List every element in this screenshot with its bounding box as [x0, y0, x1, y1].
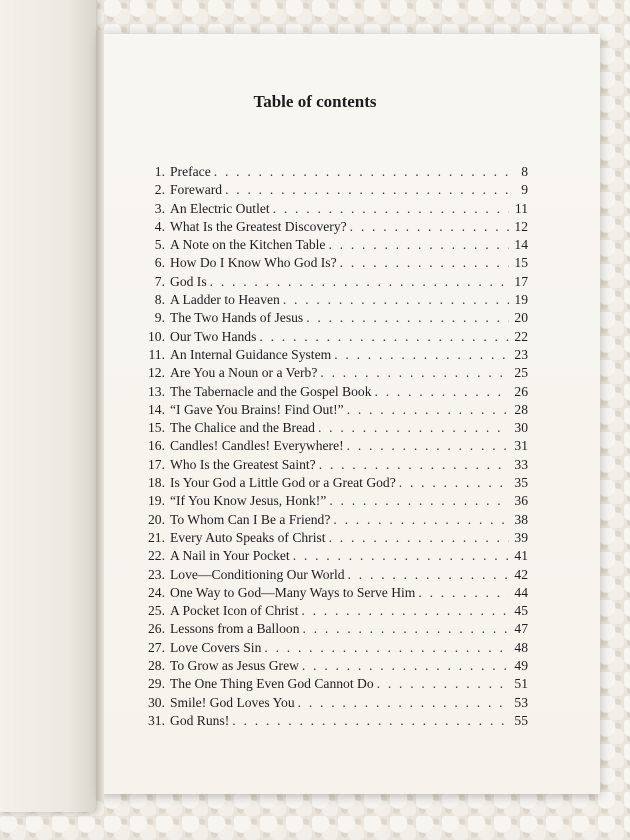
- toc-entry-page: 23: [514, 346, 528, 362]
- toc-entry-page: 33: [514, 456, 528, 472]
- toc-entry-number: 10.: [148, 328, 165, 344]
- toc-entry-page: 36: [514, 493, 528, 509]
- toc-entry-number: 8.: [154, 292, 165, 308]
- toc-entry: [133, 456, 528, 474]
- toc-entry-number: 11.: [148, 346, 165, 362]
- toc-entry-title: An Electric Outlet: [170, 200, 270, 216]
- book-gutter: [96, 30, 104, 800]
- toc-entry-title: Love—Conditioning Our World: [170, 566, 345, 582]
- toc-entry-title: To Whom Can I Be a Friend?: [170, 511, 331, 527]
- toc-entry-page: 45: [514, 603, 528, 619]
- toc-entry-title: Are You a Noun or a Verb?: [170, 365, 318, 381]
- toc-entry-title: Every Auto Speaks of Christ: [170, 529, 326, 545]
- toc-entry: [133, 236, 528, 254]
- toc-entry-number: 31.: [148, 712, 165, 728]
- toc-entry-number: 14.: [148, 401, 165, 417]
- toc-entry: [133, 328, 528, 346]
- dot-leader: [350, 218, 509, 236]
- dot-leader: [303, 620, 510, 638]
- toc-entry: [133, 511, 528, 529]
- toc-entry-title: One Way to God—Many Ways to Serve Him: [170, 584, 416, 600]
- dot-leader: [259, 328, 509, 346]
- toc-entry-page: 38: [514, 511, 528, 527]
- toc-entry-number: 20.: [148, 511, 165, 527]
- toc-entry: [133, 309, 528, 327]
- toc-entry-page: 55: [514, 712, 528, 728]
- toc-entry: [133, 291, 528, 309]
- toc-entry: [133, 584, 528, 602]
- dot-leader: [319, 456, 509, 474]
- toc-entry-page: 41: [514, 548, 528, 564]
- toc-entry: [133, 657, 528, 675]
- toc-entry: [133, 492, 528, 510]
- toc-entry-number: 25.: [148, 603, 165, 619]
- toc-entry: [133, 639, 528, 657]
- toc-entry-title: Foreward: [170, 182, 223, 198]
- toc-entry-title: Love Covers Sin: [170, 639, 262, 655]
- toc-entry-page: 26: [514, 383, 528, 399]
- toc-entry: [133, 200, 528, 218]
- toc-entry-number: 2.: [154, 182, 165, 198]
- toc-entry: [133, 694, 528, 712]
- toc-entry-page: 44: [514, 584, 528, 600]
- toc-entry-number: 26.: [148, 621, 165, 637]
- dot-leader: [264, 639, 509, 657]
- toc-entry-page: 19: [514, 292, 528, 308]
- toc-entry: [133, 437, 528, 455]
- toc-entry-page: 25: [514, 365, 528, 381]
- toc-entry-title: Candles! Candles! Everywhere!: [170, 438, 344, 454]
- toc-entry-page: 47: [514, 621, 528, 637]
- dot-leader: [375, 383, 509, 401]
- toc-entry-title: Who Is the Greatest Saint?: [170, 456, 316, 472]
- toc-entry: [133, 602, 528, 620]
- dot-leader: [418, 584, 509, 602]
- dot-leader: [293, 547, 509, 565]
- toc-entry-page: 20: [514, 310, 528, 326]
- toc-entry: [133, 163, 528, 181]
- dot-leader: [377, 675, 509, 693]
- dot-leader: [318, 419, 509, 437]
- toc-entry-number: 22.: [148, 548, 165, 564]
- dot-leader: [329, 529, 509, 547]
- toc-entry-number: 29.: [148, 676, 165, 692]
- facing-page: [0, 0, 97, 812]
- toc-entry-page: 12: [514, 218, 528, 234]
- dot-leader: [306, 309, 509, 327]
- toc-entry-title: A Nail in Your Pocket: [170, 548, 290, 564]
- toc-entry-number: 7.: [154, 273, 165, 289]
- toc-entry: [133, 254, 528, 272]
- toc-entry-number: 3.: [154, 200, 165, 216]
- dot-leader: [283, 291, 509, 309]
- dot-leader: [348, 566, 509, 584]
- toc-entry-title: The Tabernacle and the Gospel Book: [170, 383, 372, 399]
- toc-entry-number: 24.: [148, 584, 165, 600]
- toc-entry-number: 18.: [148, 475, 165, 491]
- toc-entry-number: 1.: [154, 164, 165, 179]
- dot-leader: [329, 492, 509, 510]
- toc-entry-number: 9.: [154, 310, 165, 326]
- toc-entry-page: 11: [514, 200, 528, 216]
- toc-entry-number: 30.: [148, 694, 165, 710]
- dot-leader: [232, 712, 509, 730]
- toc-entry: [133, 181, 528, 199]
- toc-entry-number: 17.: [148, 456, 165, 472]
- dot-leader: [333, 511, 509, 529]
- toc-entry-title: What Is the Greatest Discovery?: [170, 218, 347, 234]
- toc-entry-title: A Pocket Icon of Christ: [170, 603, 299, 619]
- toc-entry-page: 42: [514, 566, 528, 582]
- toc-entry-title: “If You Know Jesus, Honk!”: [170, 493, 327, 509]
- dot-leader: [347, 401, 509, 419]
- toc-entry-number: 28.: [148, 658, 165, 674]
- toc-entry: [133, 383, 528, 401]
- dot-leader: [347, 437, 509, 455]
- page-title: Table of contents: [253, 92, 377, 111]
- toc-entry-page: 31: [514, 438, 528, 454]
- dot-leader: [340, 254, 509, 272]
- toc-entry: [133, 675, 528, 693]
- toc-entry: [133, 566, 528, 584]
- dot-leader: [328, 236, 509, 254]
- toc-entry: [133, 474, 528, 492]
- toc-entry-page: 48: [514, 639, 528, 655]
- toc-entry-title: Smile! God Loves You: [170, 694, 295, 710]
- toc-entry-page: 51: [514, 676, 528, 692]
- toc-entry-number: 16.: [148, 438, 165, 454]
- toc-entry-number: 13.: [148, 383, 165, 399]
- dot-leader: [273, 200, 509, 218]
- toc-entry-number: 6.: [154, 255, 165, 271]
- dot-leader: [320, 364, 509, 382]
- toc-entry-number: 27.: [148, 639, 165, 655]
- dot-leader: [334, 346, 509, 364]
- dot-leader: [399, 474, 509, 492]
- toc-entry-title: Lessons from a Balloon: [170, 621, 300, 637]
- toc-entry-page: 8: [521, 164, 528, 179]
- toc-entry-title: A Ladder to Heaven: [170, 292, 280, 308]
- dot-leader: [225, 181, 509, 199]
- toc-entry-title: God Runs!: [170, 712, 230, 728]
- toc-entry-title: “I Gave You Brains! Find Out!”: [170, 401, 344, 417]
- toc-entry: [133, 346, 528, 364]
- toc-entry-title: An Internal Guidance System: [170, 346, 332, 362]
- toc-entry-number: 23.: [148, 566, 165, 582]
- toc-entry-title: The One Thing Even God Cannot Do: [170, 676, 374, 692]
- toc-entry-page: 28: [514, 401, 528, 417]
- toc-entry-title: The Chalice and the Bread: [170, 420, 315, 436]
- toc-entry-number: 15.: [148, 420, 165, 436]
- toc-entry-page: 35: [514, 475, 528, 491]
- toc-entry-title: A Note on the Kitchen Table: [170, 237, 326, 253]
- toc-entry-number: 21.: [148, 529, 165, 545]
- toc-entry-title: God Is: [170, 273, 207, 289]
- toc-entry-number: 19.: [148, 493, 165, 509]
- toc-entry-title: Our Two Hands: [170, 328, 257, 344]
- toc-entry-page: 49: [514, 658, 528, 674]
- toc-entry: [133, 218, 528, 236]
- toc-entry-number: 5.: [154, 237, 165, 253]
- toc-entry-page: 9: [521, 182, 528, 198]
- toc-entry-page: 39: [514, 529, 528, 545]
- toc-entry-title: Is Your God a Little God or a Great God?: [170, 475, 396, 491]
- toc-entry-title: Preface: [170, 164, 211, 179]
- dot-leader: [214, 163, 509, 181]
- toc-entry: [133, 620, 528, 638]
- toc-entry-number: 12.: [148, 365, 165, 381]
- toc-entry-title: How Do I Know Who God Is?: [170, 255, 337, 271]
- toc-entry: [133, 364, 528, 382]
- toc-entry: [133, 529, 528, 547]
- toc-entry: [133, 401, 528, 419]
- toc-list: [133, 163, 528, 730]
- toc-entry: [133, 712, 528, 730]
- toc-entry-page: 14: [514, 237, 528, 253]
- dot-leader: [302, 657, 509, 675]
- dot-leader: [210, 273, 509, 291]
- toc-entry: [133, 419, 528, 437]
- dot-leader: [301, 602, 509, 620]
- toc-entry-page: 30: [514, 420, 528, 436]
- toc-entry-title: To Grow as Jesus Grew: [170, 658, 299, 674]
- toc-entry-page: 22: [514, 328, 528, 344]
- dot-leader: [298, 694, 509, 712]
- toc-entry-page: 15: [514, 255, 528, 271]
- toc-entry: [133, 547, 528, 565]
- toc-entry-page: 53: [514, 694, 528, 710]
- toc-entry: [133, 273, 528, 291]
- toc-entry-page: 17: [514, 273, 528, 289]
- toc-entry-title: The Two Hands of Jesus: [170, 310, 304, 326]
- toc-entry-number: 4.: [154, 218, 165, 234]
